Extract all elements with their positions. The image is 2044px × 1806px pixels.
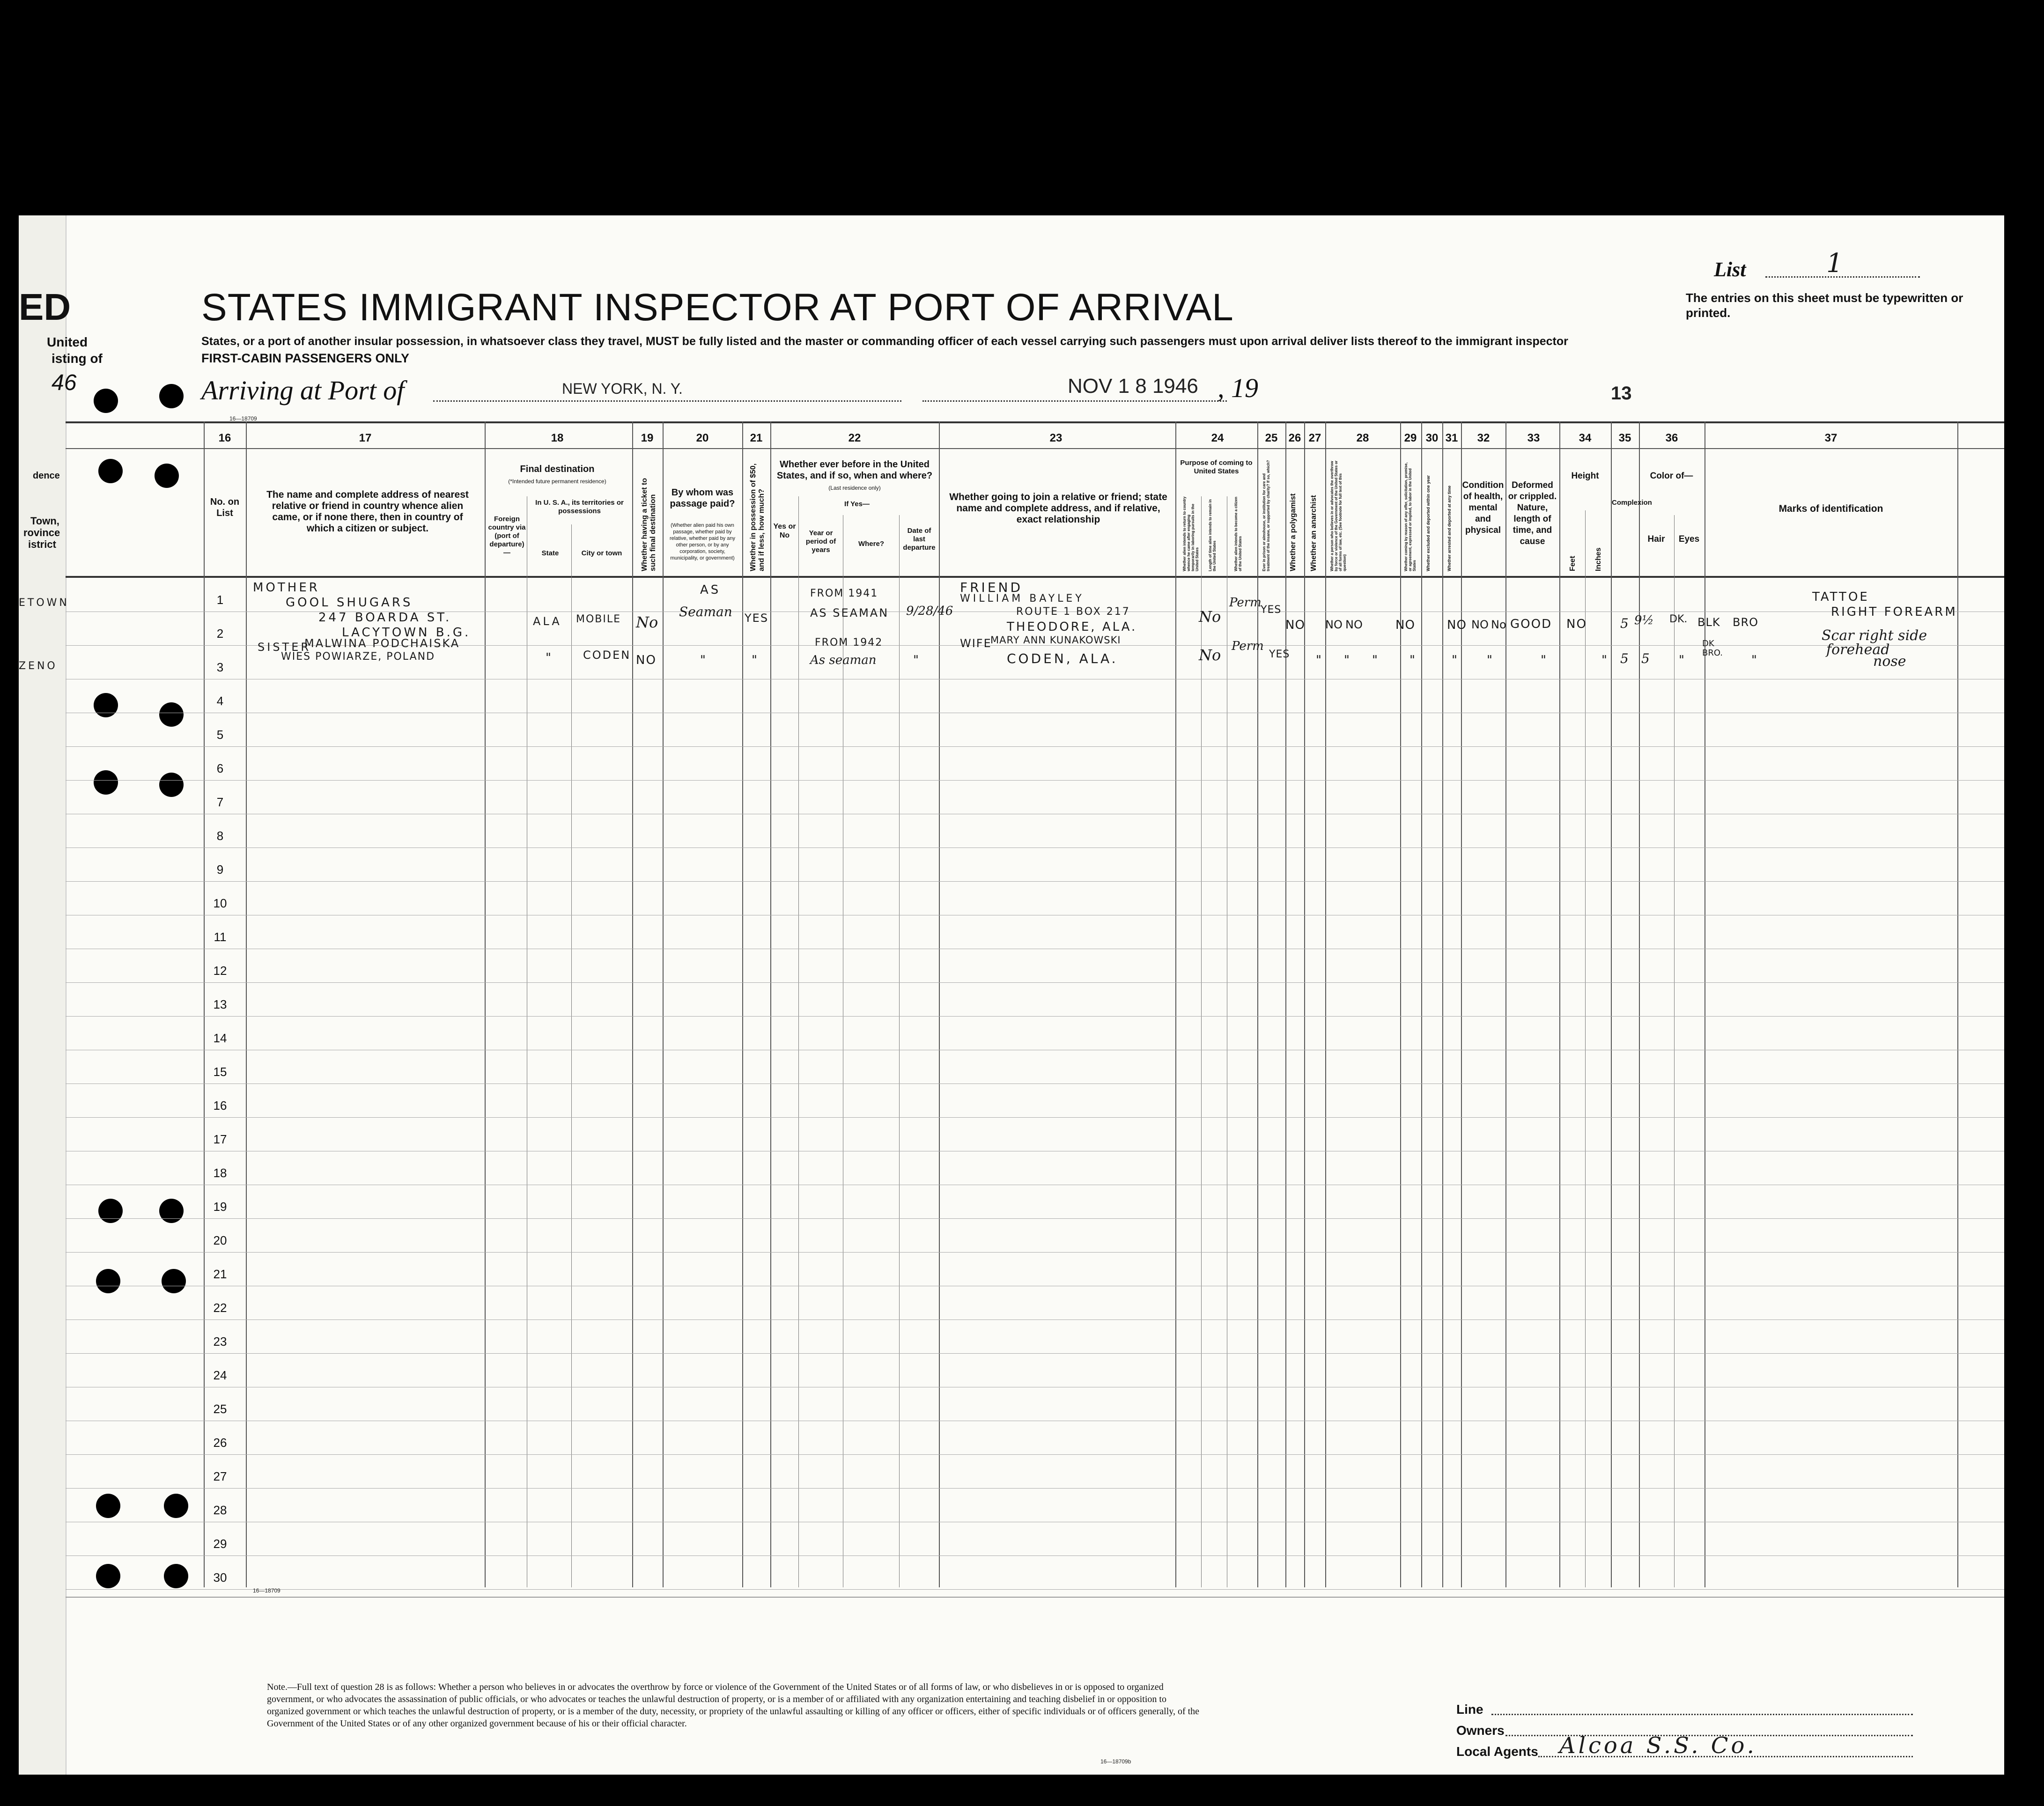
entry1-labor-offer: NO — [1447, 618, 1467, 632]
row-number: 6 — [216, 761, 224, 775]
table-rule-end — [66, 1597, 2004, 1598]
entry1-inches: 9½ — [1634, 613, 1654, 627]
entry1-passage-line2: Seaman — [679, 604, 732, 619]
punch-hole — [159, 384, 184, 408]
col-divider — [1461, 421, 1462, 1587]
entry1-city: MOBILE — [576, 613, 621, 625]
column-number: 29 — [1404, 432, 1417, 444]
header-anarchist: Whether an anarchist — [1310, 495, 1318, 571]
header-if-yes: If Yes— — [844, 500, 870, 508]
col-divider — [1442, 421, 1443, 1587]
stub-fragment-listing: isting of — [52, 351, 103, 366]
header-rule-top — [66, 421, 2004, 423]
header-where: Where? — [858, 540, 884, 548]
header-no-on-list: No. on List — [210, 497, 240, 518]
col-divider — [1957, 421, 1958, 1587]
header-overthrow: Whether a person who believes in or advocates the overthrow by force or violence of the Government of the United States or of all forms of law, etc. (See footnote for full text of this question) — [1330, 460, 1347, 571]
arriving-label: Arriving at Port of — [201, 375, 405, 405]
row-rule — [66, 1488, 2004, 1489]
column-number: 18 — [551, 432, 564, 444]
column-number: 28 — [1356, 432, 1369, 444]
col-divider — [1611, 421, 1612, 1587]
col-divider — [1421, 421, 1422, 1587]
entry1-relative-line3: 247 BOARDA ST. — [318, 611, 452, 625]
row-number: 29 — [213, 1537, 227, 1551]
row-number: 10 — [213, 896, 227, 910]
line-label: Line — [1456, 1702, 1483, 1717]
entry2-relative-line2: MALWINA PODCHAISKA — [304, 637, 460, 650]
col-divider — [742, 421, 743, 1587]
header-labor-offer: Whether coming by reason of any offer, solicitation, promise, or agreement, expressed or implied, to labor in the United States — [1404, 462, 1417, 571]
stub-fragment-province: rovince — [23, 527, 60, 538]
col-divider — [246, 421, 247, 1587]
entry1-length-stay: Perm — [1229, 596, 1262, 610]
row-rule — [66, 746, 2004, 747]
header-return-home: Whether alien intends to return to country whence he came after engaging temporarily in laboring pursuits in the United States — [1182, 496, 1199, 571]
entry2-passage: " — [700, 653, 708, 667]
column-number: 33 — [1527, 432, 1540, 444]
entry1-last-departure: 9/28/46 — [906, 604, 953, 618]
form-number-bottom: 16—18709 — [253, 1587, 280, 1594]
entry2-ditto: " — [1344, 653, 1352, 667]
header-last-departure: Date of last departure — [903, 527, 936, 552]
row-number: 28 — [213, 1503, 227, 1517]
header-final-destination-note: (*Intended future permanent residence) — [508, 478, 606, 485]
col-divider — [1559, 421, 1560, 1587]
header-ticket: Whether having a ticket to such final destination — [641, 478, 657, 571]
header-become-citizen: Whether alien intends to become a citizen of the United States — [1234, 496, 1242, 571]
header-rule-numbers — [66, 448, 2004, 449]
entry1-relative-line1: MOTHER — [253, 581, 320, 595]
entry2-citizen: YES — [1269, 649, 1290, 660]
entry1-marks-line2: RIGHT FOREARM — [1831, 605, 1957, 619]
entry1-relative-line4: LACYTOWN B.G. — [342, 626, 471, 640]
stub-row2-town: ZENO — [19, 660, 58, 672]
col-divider — [1175, 421, 1176, 1587]
entry1-before-where: AS SEAMAN — [810, 606, 889, 619]
entry2-last-departure: " — [913, 653, 921, 667]
row-number: 17 — [213, 1132, 227, 1146]
col-divider — [899, 515, 900, 1587]
header-length-stay: Length of time alien intends to remain in the United States — [1208, 499, 1217, 571]
entry2-ticket: NO — [636, 653, 657, 667]
stub-fragment-date: 46 — [52, 370, 77, 395]
header-excluded: Whether excluded and deported within one year — [1426, 475, 1431, 571]
entry1-join-line2: WILLIAM BAYLEY — [960, 593, 1085, 604]
header-complexion: Complexion — [1612, 499, 1652, 507]
header-passage-paid: By whom was passage paid? — [670, 487, 735, 509]
entry2-join-line1: WIFE — [960, 637, 992, 650]
row-number: 26 — [213, 1436, 227, 1450]
col-divider — [663, 421, 664, 1587]
header-marks-identification: Marks of identification — [1778, 503, 1883, 514]
col-divider — [1639, 421, 1640, 1587]
stub-fragment-ed: ED — [19, 286, 71, 328]
owners-label: Owners — [1456, 1723, 1505, 1738]
entry2-join-line2: MARY ANN KUNAKOWSKI — [990, 634, 1121, 646]
row-rule — [66, 1353, 2004, 1354]
punch-hole — [164, 1564, 188, 1588]
entry2-ditto: " — [1679, 653, 1687, 667]
row-rule — [66, 1252, 2004, 1253]
row-number: 15 — [213, 1065, 227, 1079]
entry2-ditto: " — [1541, 653, 1549, 667]
header-join-relative: Whether going to join a relative or friend; state name and complete address, and if relative, exact relationship — [949, 492, 1167, 525]
entry2-marks-line3: nose — [1873, 653, 1906, 670]
row-number: 3 — [216, 660, 224, 674]
header-fifty-dollars: Whether in possession of $50, and if less, how much? — [749, 463, 766, 571]
column-number: 25 — [1265, 432, 1278, 444]
entry1-citizen: YES — [1261, 604, 1282, 616]
column-number: 31 — [1445, 432, 1458, 444]
entry1-join-line1: FRIEND — [960, 580, 1023, 595]
header-rule-bottom — [66, 576, 2004, 578]
col-divider — [1585, 510, 1586, 1587]
punch-hole — [94, 693, 118, 717]
entry1-ticket: No — [636, 613, 658, 631]
footnote-question-28: Note.—Full text of question 28 is as follows: Whether a person who believes in or advocates the overthrow by force or violence of the Government of the United States or of all forms of law, or who disbelieves in or is opposed to organized government, or who advocates the assassination of public officials, or who advocates or teaches the unlawful destruction of property, or is a member of or affiliated with any organization entertaining and teaching disbelief in or opposition to organized government or which teaches the unlawful destruction of property, or is a member of the duty, necessity, or propriety of the unlawful assaulting or killing of any officer or officers, either of specific individuals or of officers generally, of the Government of the United States or of any other organized government because of his or their official character. — [267, 1682, 1200, 1729]
entry1-health: GOOD — [1510, 617, 1552, 631]
row-rule — [66, 780, 2004, 781]
year-label: , 19 — [1218, 373, 1258, 403]
port-stamp: NEW YORK, N. Y. — [562, 380, 683, 397]
header-passage-note: (Whether alien paid his own passage, whether paid by relative, whether paid by any other person, or by any corporation, society, municipality, or government) — [669, 523, 736, 561]
entry2-ditto: " — [1452, 653, 1460, 667]
entry1-return-home: No — [1199, 608, 1221, 626]
list-value: 1 — [1826, 248, 1843, 279]
row-number: 25 — [213, 1402, 227, 1416]
column-number: 20 — [696, 432, 709, 444]
header-state: State — [541, 549, 559, 557]
header-nearest-relative: The name and complete address of nearest relative or friend in country whence alien came, or if none there, then in country of which a citizen or subject. — [266, 489, 469, 534]
row-rule — [66, 1319, 2004, 1320]
column-number: 19 — [641, 432, 654, 444]
left-stub — [19, 215, 66, 1775]
col-divider — [1285, 421, 1286, 1587]
column-number: 34 — [1579, 432, 1592, 444]
entry2-ditto: " — [1601, 653, 1609, 667]
entry1-deformed: NO — [1566, 617, 1587, 631]
row-number: 4 — [216, 694, 224, 708]
punch-hole — [96, 1494, 120, 1518]
header-before-note: (Last residence only) — [828, 485, 881, 491]
header-eyes: Eyes — [1678, 534, 1700, 544]
column-number: 35 — [1618, 432, 1631, 444]
line-field — [1491, 1714, 1913, 1715]
row-number: 13 — [213, 997, 227, 1011]
header-polygamist: Whether a polygamist — [1289, 493, 1297, 571]
row-rule — [66, 881, 2004, 882]
stub-fragment-district: istrict — [28, 538, 56, 550]
punch-hole — [159, 773, 184, 797]
header-year-period: Year or period of years — [805, 529, 836, 554]
col-divider — [571, 524, 572, 1587]
punch-hole — [155, 464, 179, 488]
row-rule — [66, 1117, 2004, 1118]
col-divider — [1674, 515, 1675, 1587]
row-number: 30 — [213, 1570, 227, 1585]
header-final-destination: Final destination — [520, 464, 595, 474]
entry1-eyes: BRO — [1733, 616, 1759, 629]
row-number: 12 — [213, 964, 227, 978]
row-number: 20 — [213, 1233, 227, 1247]
entry1-overthrow: NO — [1395, 618, 1415, 632]
stub-fragment-town: Town, — [30, 515, 59, 527]
row-number: 9 — [216, 862, 224, 877]
column-number: 21 — [750, 432, 763, 444]
row-rule — [66, 1555, 2004, 1556]
entry1-passage-line1: AS — [700, 583, 721, 597]
header-foreign-country: Foreign country via (port of departure)— — [488, 515, 526, 557]
row-rule — [66, 1454, 2004, 1455]
col-divider — [1304, 421, 1305, 1587]
column-number: 22 — [848, 432, 861, 444]
row-rule — [66, 982, 2004, 983]
stub-fragment-dence: dence — [33, 471, 60, 481]
entry1-polygamist: NO — [1325, 618, 1343, 631]
entry1-state: ALA — [533, 615, 562, 628]
row-number: 2 — [216, 627, 224, 641]
entry2-ditto: " — [1487, 653, 1495, 667]
header-height: Height — [1571, 471, 1599, 481]
row-number: 24 — [213, 1368, 227, 1382]
header-deformed: Deformed or crippled. Nature, length of time, and cause — [1508, 480, 1557, 546]
sheet-number: 13 — [1611, 383, 1632, 404]
entry2-state: " — [546, 651, 553, 665]
entry2-feet: 5 — [1620, 651, 1629, 666]
punch-hole — [94, 770, 118, 795]
header-color-of: Color of— — [1650, 471, 1693, 481]
row-number: 23 — [213, 1334, 227, 1349]
punch-hole — [159, 702, 184, 727]
stub-row1-town: ETOWN — [19, 597, 69, 609]
column-number: 27 — [1308, 432, 1321, 444]
column-number: 23 — [1049, 432, 1063, 444]
punch-hole — [164, 1494, 188, 1518]
col-divider — [485, 421, 486, 1587]
column-number: 36 — [1665, 432, 1678, 444]
entry2-relative-line1: SISTER — [258, 641, 311, 654]
punch-hole — [98, 459, 123, 483]
punch-hole — [96, 1564, 120, 1588]
entry2-ditto: " — [1316, 653, 1324, 667]
entry1-join-line3: ROUTE 1 BOX 217 — [1016, 606, 1130, 618]
punch-hole — [162, 1269, 186, 1293]
header-purpose: Purpose of coming to United States — [1180, 459, 1253, 475]
column-number: 17 — [359, 432, 372, 444]
form-number-top: 16—18709 — [229, 415, 257, 422]
entry2-fifty-dollars: " — [752, 653, 760, 667]
entry1-join-line4: THEODORE, ALA. — [1007, 620, 1137, 634]
punch-hole — [96, 1269, 120, 1293]
header-prison: Ever in prison or almshouse, or institution for care and treatment of the insane, or supported by charity? If so, which? — [1262, 460, 1270, 571]
column-number: 30 — [1425, 432, 1439, 444]
local-agents-label: Local Agents — [1456, 1744, 1538, 1759]
form-title: STATES IMMIGRANT INSPECTOR AT PORT OF ARRIVAL — [201, 286, 1234, 329]
manifest-sheet — [19, 215, 2004, 1775]
entry1-prison: NO — [1285, 618, 1305, 632]
stub-fragment-united: United — [47, 335, 88, 349]
entry2-ditto: " — [1372, 653, 1380, 667]
entry2-length-stay: Perm — [1232, 639, 1264, 653]
entry1-hair: BLK — [1697, 616, 1720, 629]
entry1-complexion: DK. — [1669, 613, 1688, 625]
column-number: 32 — [1477, 432, 1490, 444]
row-rule — [66, 1589, 2004, 1590]
row-number: 18 — [213, 1166, 227, 1180]
row-number: 11 — [214, 930, 227, 944]
row-number: 16 — [213, 1098, 227, 1113]
list-label: List — [1714, 258, 1746, 281]
entry1-feet: 5 — [1620, 616, 1629, 631]
col-divider — [1400, 421, 1401, 1587]
row-number: 22 — [213, 1301, 227, 1315]
local-agents-value: Alcoa S.S. Co. — [1559, 1732, 1757, 1759]
entry1-deported: No — [1491, 618, 1506, 631]
header-in-usa: In U. S. A., its territories or possessions — [535, 499, 624, 515]
date-stamp: NOV 1 8 1946 — [1068, 375, 1198, 398]
header-feet: Feet — [1569, 556, 1577, 571]
entry1-fifty-dollars: YES — [745, 612, 769, 625]
column-number: 26 — [1288, 432, 1301, 444]
row-number: 14 — [213, 1031, 227, 1045]
entry2-return-home: No — [1199, 646, 1221, 664]
entry1-anarchist: NO — [1345, 618, 1363, 631]
row-number: 8 — [216, 829, 224, 843]
row-number: 1 — [216, 593, 224, 607]
form-number-footer: 16—18709b — [1100, 1758, 1131, 1765]
header-yes-no: Yes or No — [773, 523, 796, 539]
port-field-line — [433, 400, 901, 402]
header-inches: Inches — [1594, 547, 1602, 571]
col-divider — [770, 421, 771, 1587]
column-number: 24 — [1211, 432, 1224, 444]
entry1-relative-line2: GOOL SHUGARS — [286, 596, 413, 610]
col-divider — [798, 496, 799, 1587]
entries-note: The entries on this sheet must be typewritten or printed. — [1686, 291, 1963, 320]
entry2-city: CODEN — [583, 649, 631, 662]
punch-hole — [98, 1199, 123, 1223]
entry2-marks-line1: Scar right side — [1822, 627, 1927, 644]
punch-hole — [94, 389, 118, 413]
row-number: 19 — [213, 1200, 227, 1214]
row-number: 21 — [213, 1267, 227, 1281]
form-subtitle-line1: States, or a port of another insular possession, in whatsoever class they travel, MUST be fully listed and the master or commanding officer of each vessel carrying such passengers must upon arrival deliver lists thereof to the immigrant inspector — [201, 335, 1568, 348]
entry1-excluded: NO — [1471, 618, 1489, 631]
entry1-before-in-us: FROM 1941 — [810, 588, 878, 599]
entry1-marks-line1: TATTOE — [1812, 590, 1869, 604]
entry2-hair: DK BRO. — [1702, 639, 1723, 658]
punch-hole — [159, 1199, 184, 1223]
entry2-ditto: " — [1409, 653, 1417, 667]
entry2-before-in-us: FROM 1942 — [815, 637, 883, 649]
row-rule — [66, 1016, 2004, 1017]
column-number: 37 — [1824, 432, 1837, 444]
row-rule — [66, 1218, 2004, 1219]
row-number: 27 — [213, 1469, 227, 1483]
entry2-before-where: As seaman — [810, 653, 877, 667]
entry2-relative-line3: WIES POWIARZE, POLAND — [281, 651, 435, 663]
form-subtitle-line2: FIRST-CABIN PASSENGERS ONLY — [201, 351, 410, 365]
header-hair: Hair — [1647, 534, 1665, 544]
header-health: Condition of health, mental and physical — [1462, 480, 1504, 535]
col-divider — [1325, 421, 1326, 1587]
entry2-eyes: " — [1751, 653, 1759, 667]
header-before-in-us: Whether ever before in the United States, and if so, when and where? — [776, 459, 933, 481]
header-arrested: Whether arrested and deported at any time — [1447, 485, 1452, 571]
header-city: City or town — [581, 549, 622, 557]
col-divider — [1505, 421, 1506, 1587]
col-divider — [632, 421, 633, 1587]
date-field-line — [922, 400, 1227, 402]
col-divider — [939, 421, 940, 1587]
entry2-marks-line2: forehead — [1826, 641, 1890, 658]
column-number: 16 — [218, 432, 231, 444]
entry2-inches: 5 — [1641, 651, 1650, 666]
row-number: 5 — [216, 728, 224, 742]
entry2-join-line3: CODEN, ALA. — [1007, 651, 1118, 666]
row-number: 7 — [216, 795, 224, 809]
